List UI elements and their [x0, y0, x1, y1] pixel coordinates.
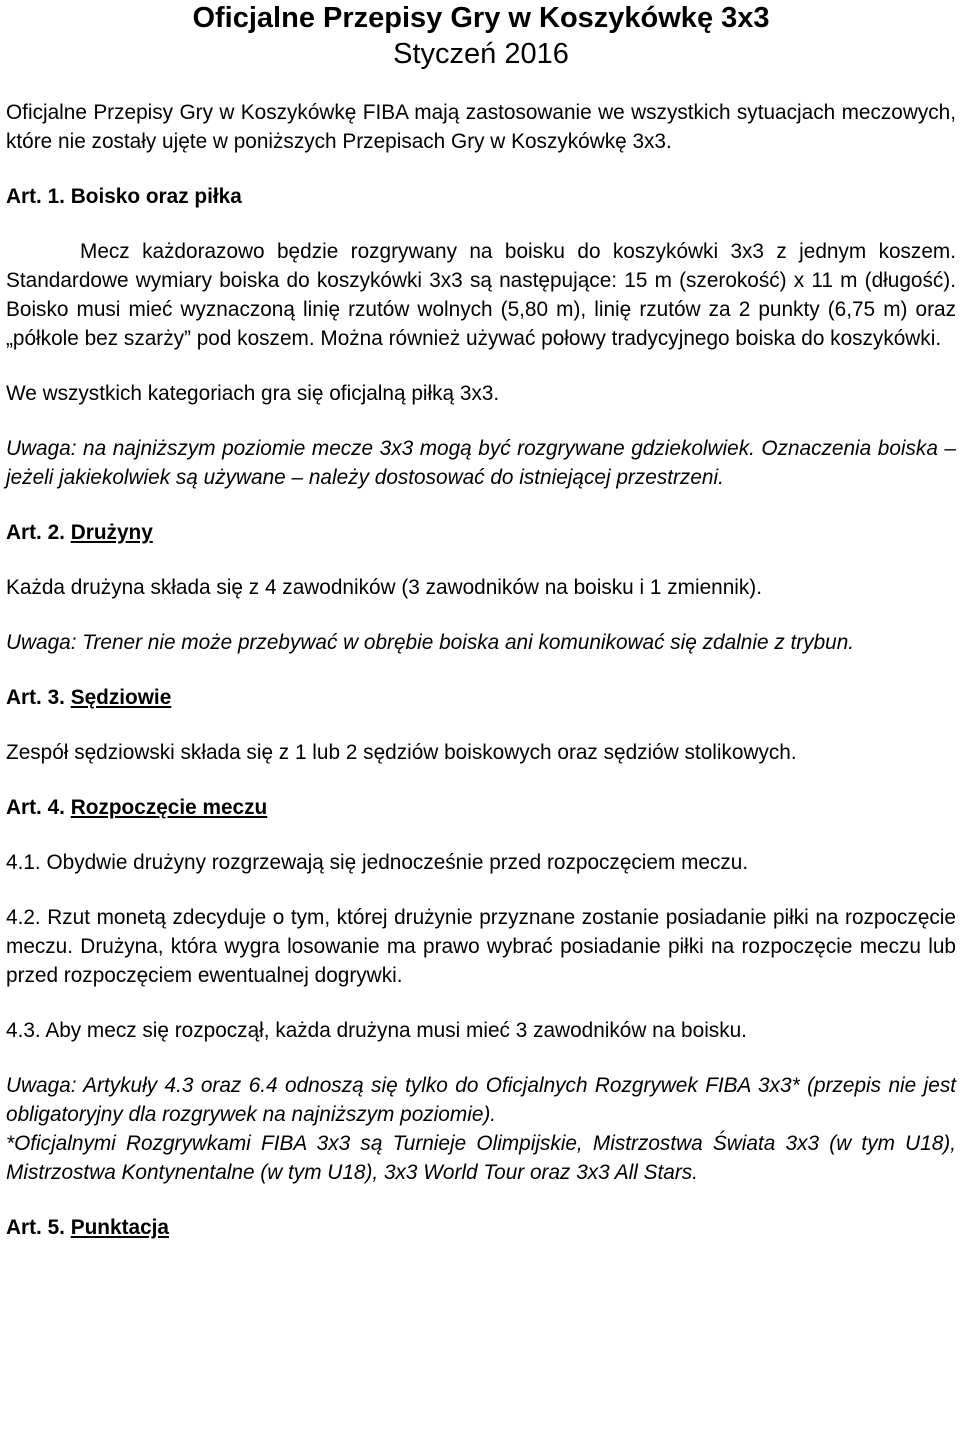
art4-number: Art. 4.: [6, 796, 65, 819]
art1-paragraph: Mecz każdorazowo będzie rozgrywany na boisku do koszykówki 3x3 z jednym koszem. Standardowe wymiary boiska do koszykówki 3x3 są następujące: 15 m (szerokość) x 11 m (długość). Boisko musi mieć wyznaczoną linię rzutów wolnych (5,80 m), linię rzutów za 2 punkty (6,75 m) oraz „półkole bez szarży” pod koszem. Można również używać połowy tradycyjnego boiska do koszykówki.: [6, 240, 956, 350]
art3-title: Sędziowie: [70, 686, 172, 709]
art1-heading: [6, 182, 956, 211]
art2-number: Art. 2.: [6, 521, 65, 544]
art2-note: Uwaga: Trener nie może przebywać w obrębie boiska ani komunikować się zdalnie z trybun.: [6, 631, 855, 654]
art4-title: Rozpoczęcie meczu: [70, 796, 268, 819]
art1-note: Uwaga: na najniższym poziomie mecze 3x3 mogą być rozgrywane gdziekolwiek. Oznaczenia boiska – jeżeli jakiekolwiek są używane – należy dostosować do istniejącej przestrzeni.: [6, 437, 956, 489]
document-title: Oficjalne Przepisy Gry w Koszykówkę 3x3: [192, 2, 770, 34]
art5-title: Punktacja: [70, 1216, 169, 1239]
art5-number: Art. 5.: [6, 1216, 65, 1239]
art2-heading: [6, 518, 956, 547]
art1-title: Boisko oraz piłka: [70, 185, 242, 208]
art1-ball-paragraph: We wszystkich kategoriach gra się oficjalną piłką 3x3.: [6, 382, 500, 405]
art4-footnote: *Oficjalnymi Rozgrywkami FIBA 3x3 są Turnieje Olimpijskie, Mistrzostwa Świata 3x3 (w tym U18), Mistrzostwa Kontynentalne (w tym U18), 3x3 World Tour oraz 3x3 All Stars.: [6, 1132, 956, 1184]
art2-title: Drużyny: [70, 521, 153, 544]
art4-note: Uwaga: Artykuły 4.3 oraz 6.4 odnoszą się tylko do Oficjalnych Rozgrywek FIBA 3x3* (przepis nie jest obligatoryjny dla rozgrywek na najniższym poziomie).: [6, 1074, 956, 1126]
art3-number: Art. 3.: [6, 686, 65, 709]
art1-number: Art. 1.: [6, 185, 65, 208]
art2-paragraph: Każda drużyna składa się z 4 zawodników (3 zawodników na boisku i 1 zmiennik).: [6, 576, 762, 599]
document-subtitle: Styczeń 2016: [393, 38, 569, 70]
art4-1-paragraph: 4.1. Obydwie drużyny rozgrzewają się jednocześnie przed rozpoczęciem meczu.: [6, 851, 749, 874]
art4-3-paragraph: 4.3. Aby mecz się rozpoczął, każda drużyna musi mieć 3 zawodników na boisku.: [6, 1019, 747, 1042]
art3-paragraph: Zespół sędziowski składa się z 1 lub 2 sędziów boiskowych oraz sędziów stolikowych.: [6, 741, 797, 764]
art5-heading: [6, 1213, 956, 1242]
art3-heading: [6, 683, 956, 712]
art4-2-paragraph: 4.2. Rzut monetą zdecyduje o tym, której drużynie przyznane zostanie posiadanie piłki na rozpoczęcie meczu. Drużyna, która wygra losowanie ma prawo wybrać posiadanie piłki na rozpoczęcie meczu lub przed rozpoczęciem ewentualnej dogrywki.: [6, 906, 956, 987]
intro-paragraph: Oficjalne Przepisy Gry w Koszykówkę FIBA mają zastosowanie we wszystkich sytuacjach meczowych, które nie zostały ujęte w poniższych Przepisach Gry w Koszykówkę 3x3.: [6, 101, 956, 153]
art4-heading: [6, 793, 956, 822]
